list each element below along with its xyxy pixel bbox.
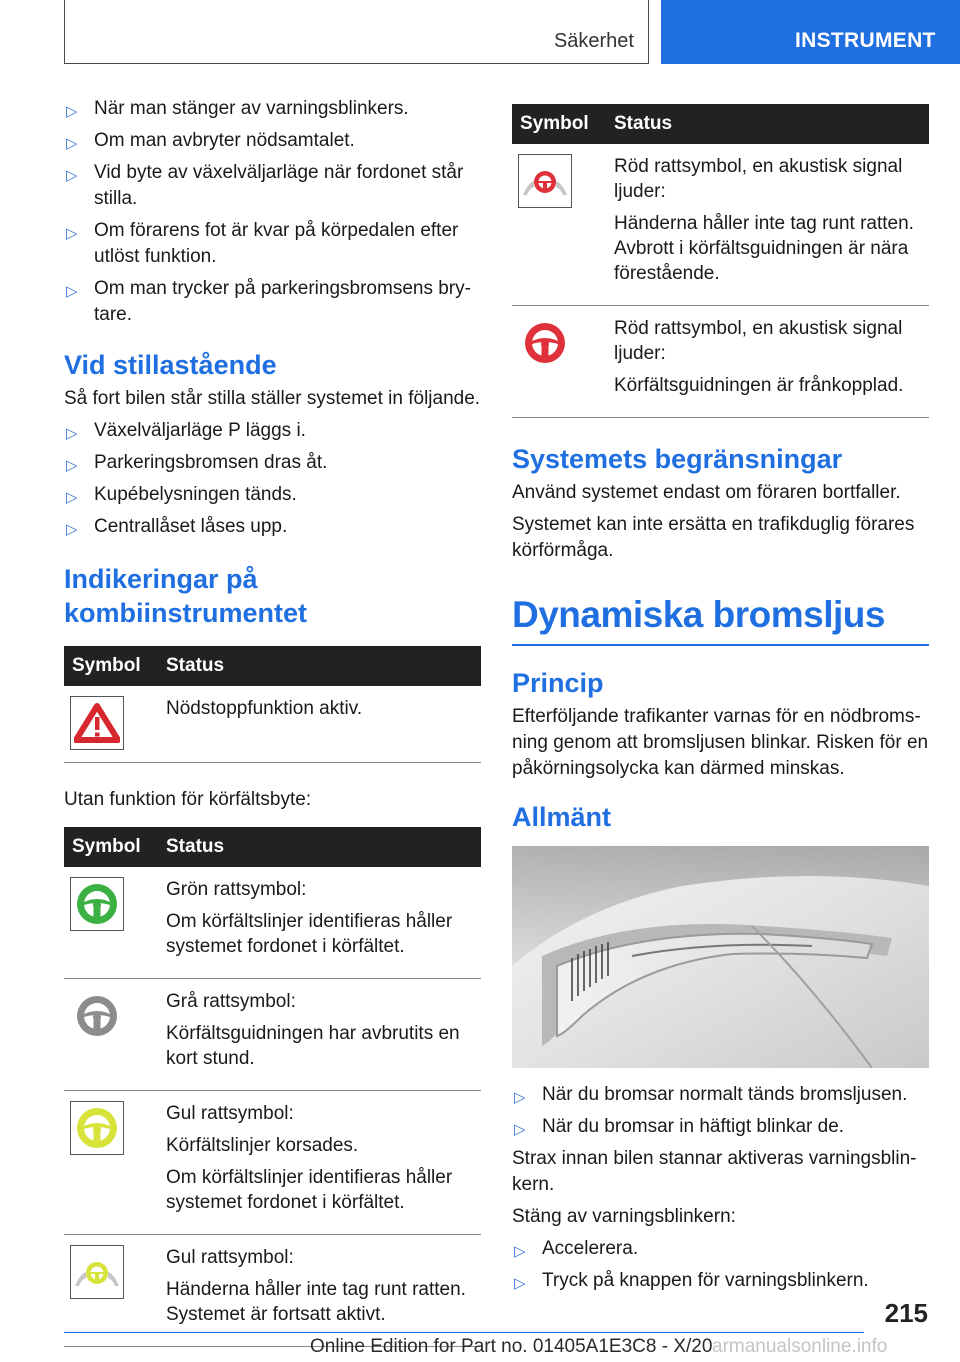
heading-indikeringar: Indikeringar på kombiinstrumentet [64, 564, 308, 628]
bullet-list-4 [512, 1236, 929, 1294]
status-text: Om körfältslinjer identifieras håller systemet fordonet i körfältet. [166, 911, 453, 957]
triangle-bullet-icon: ▷ [66, 489, 78, 506]
status-text: Nödstoppfunktion aktiv. [166, 698, 363, 719]
table-header-symbol: Symbol [512, 104, 606, 144]
heading-begransningar: Systemets begränsningar [512, 444, 843, 474]
paragraph-limits-1: Använd systemet endast om föraren bortfaller. [512, 482, 901, 503]
bullet-list-3 [512, 1082, 929, 1140]
list-item: ▷ När man stänger av varningsblinkers. [64, 96, 481, 122]
header-chapter-tab[interactable] [661, 0, 960, 64]
list-item: ▷ När du bromsar in häftigt blinkar de. [512, 1114, 929, 1140]
list-item: ▷ Om förarens fot är kvar på körpedalen efter utlöst funktion. [66, 220, 459, 267]
header-chapter-label: INSTRUMENT [795, 29, 936, 52]
footer-divider [64, 1332, 864, 1333]
bullet-list-1 [64, 96, 481, 328]
table-row [512, 144, 929, 306]
triangle-bullet-icon: ▷ [66, 521, 78, 538]
table-row [64, 979, 481, 1091]
triangle-bullet-icon: ▷ [66, 135, 78, 152]
taillight-photo [512, 846, 929, 1068]
warning-triangle-icon [70, 696, 124, 750]
status-text: Händerna håller inte tag runt ratten. Avbrott i körfältsguidningen är nära förestående. [614, 213, 914, 284]
symbol-table-red [512, 104, 929, 418]
steering-wheel-green-icon [70, 877, 124, 931]
status-title: Gul rattsymbol: [166, 1103, 294, 1124]
table-header-symbol: Symbol [64, 646, 158, 686]
status-text: Händerna håller inte tag runt ratten. Systemet är fortsatt aktivt. [166, 1279, 466, 1325]
paragraph-utan-funktion: Utan funktion för körfältsbyte: [64, 789, 312, 810]
page-number: 215 [884, 1298, 928, 1328]
right-column [512, 104, 929, 1300]
heading-dynamiska-bromsljus: Dynamiska bromsljus [512, 592, 929, 646]
paragraph-limits-2: Systemet kan inte ersätta en trafikduglig förares körförmåga. [512, 514, 915, 561]
list-item: ▷ Om man trycker på parkeringsbromsens brytare. [66, 278, 471, 325]
footer-edition: Online Edition for Part no. 01405A1E3C8 - X/20 [310, 1336, 713, 1357]
status-title: Röd rattsymbol, en akustisk signal ljuder: [614, 318, 903, 364]
table-row [64, 1235, 481, 1347]
status-text: Om körfältslinjer identifieras håller systemet fordonet i körfältet. [166, 1167, 453, 1213]
list-item: ▷ Accelerera. [512, 1236, 929, 1262]
list-item: ▷ Centrallåset låses upp. [64, 514, 481, 540]
header-section-label: Säkerhet [553, 30, 634, 52]
steering-wheel-gray-icon [70, 989, 124, 1043]
bullet-list-2 [64, 418, 481, 540]
heading-allmant: Allmänt [512, 802, 612, 832]
table-header-symbol: Symbol [64, 827, 158, 867]
paragraph-stillastaende: Så fort bilen står stilla ställer systemet in följande. [64, 388, 481, 409]
steering-wheel-red-icon [518, 316, 572, 370]
list-item: ▷ Om man avbryter nödsamtalet. [64, 128, 481, 154]
triangle-bullet-icon: ▷ [66, 425, 78, 442]
steering-wheel-yellow-hands-icon [70, 1245, 124, 1299]
paragraph-strax: Strax innan bilen stannar aktiveras varningsblinkern. [512, 1148, 917, 1195]
triangle-bullet-icon: ▷ [514, 1243, 526, 1260]
list-item: ▷ Tryck på knappen för varningsblinkern. [512, 1268, 929, 1294]
status-title: Röd rattsymbol, en akustisk signal ljuder: [614, 156, 903, 202]
paragraph-princip: Efterföljande trafikanter varnas för en nödbromsning genom att bromsljusen blinkar. Risken för en påkörningsolycka kan därmed minskas. [512, 706, 929, 779]
triangle-bullet-icon: ▷ [66, 457, 78, 474]
table-row [512, 306, 929, 418]
list-item: ▷ Kupébelysningen tänds. [64, 482, 481, 508]
triangle-bullet-icon: ▷ [66, 167, 78, 184]
table-row [64, 867, 481, 979]
triangle-bullet-icon: ▷ [514, 1089, 526, 1106]
footer-watermark: armanualsonline.info [712, 1336, 888, 1357]
triangle-bullet-icon: ▷ [66, 283, 78, 300]
triangle-bullet-icon: ▷ [66, 103, 78, 120]
table-header-status: Status [158, 646, 481, 686]
status-text: Körfältsguidningen har avbrutits en kort stund. [166, 1023, 460, 1069]
list-item: ▷ När du bromsar normalt tänds bromsljusen. [512, 1082, 929, 1108]
symbol-table-lane [64, 827, 481, 1347]
triangle-bullet-icon: ▷ [66, 225, 78, 242]
left-column [64, 96, 481, 1347]
table-header-status: Status [158, 827, 481, 867]
heading-princip: Princip [512, 668, 604, 698]
table-row [64, 686, 481, 763]
triangle-bullet-icon: ▷ [514, 1121, 526, 1138]
header-section-box [64, 0, 649, 64]
list-item: ▷ Vid byte av växelväljarläge när fordonet står stilla. [66, 162, 464, 209]
table-header-status: Status [606, 104, 929, 144]
list-item: ▷ Växelväljarläge P läggs i. [64, 418, 481, 444]
status-title: Gul rattsymbol: [166, 1247, 294, 1268]
paragraph-stang: Stäng av varningsblinkern: [512, 1206, 736, 1227]
status-title: Grå rattsymbol: [166, 991, 296, 1012]
symbol-table-emergency [64, 646, 481, 763]
list-item: ▷ Parkeringsbromsen dras åt. [64, 450, 481, 476]
steering-wheel-yellow-icon [70, 1101, 124, 1155]
status-text: Körfältslinjer korsades. [166, 1135, 359, 1156]
steering-wheel-red-hands-icon [518, 154, 572, 208]
table-row [64, 1091, 481, 1235]
status-text: Körfältsguidningen är frånkopplad. [614, 375, 904, 396]
status-title: Grön rattsymbol: [166, 879, 307, 900]
heading-stillastaende: Vid stillastående [64, 350, 277, 380]
triangle-bullet-icon: ▷ [514, 1275, 526, 1292]
